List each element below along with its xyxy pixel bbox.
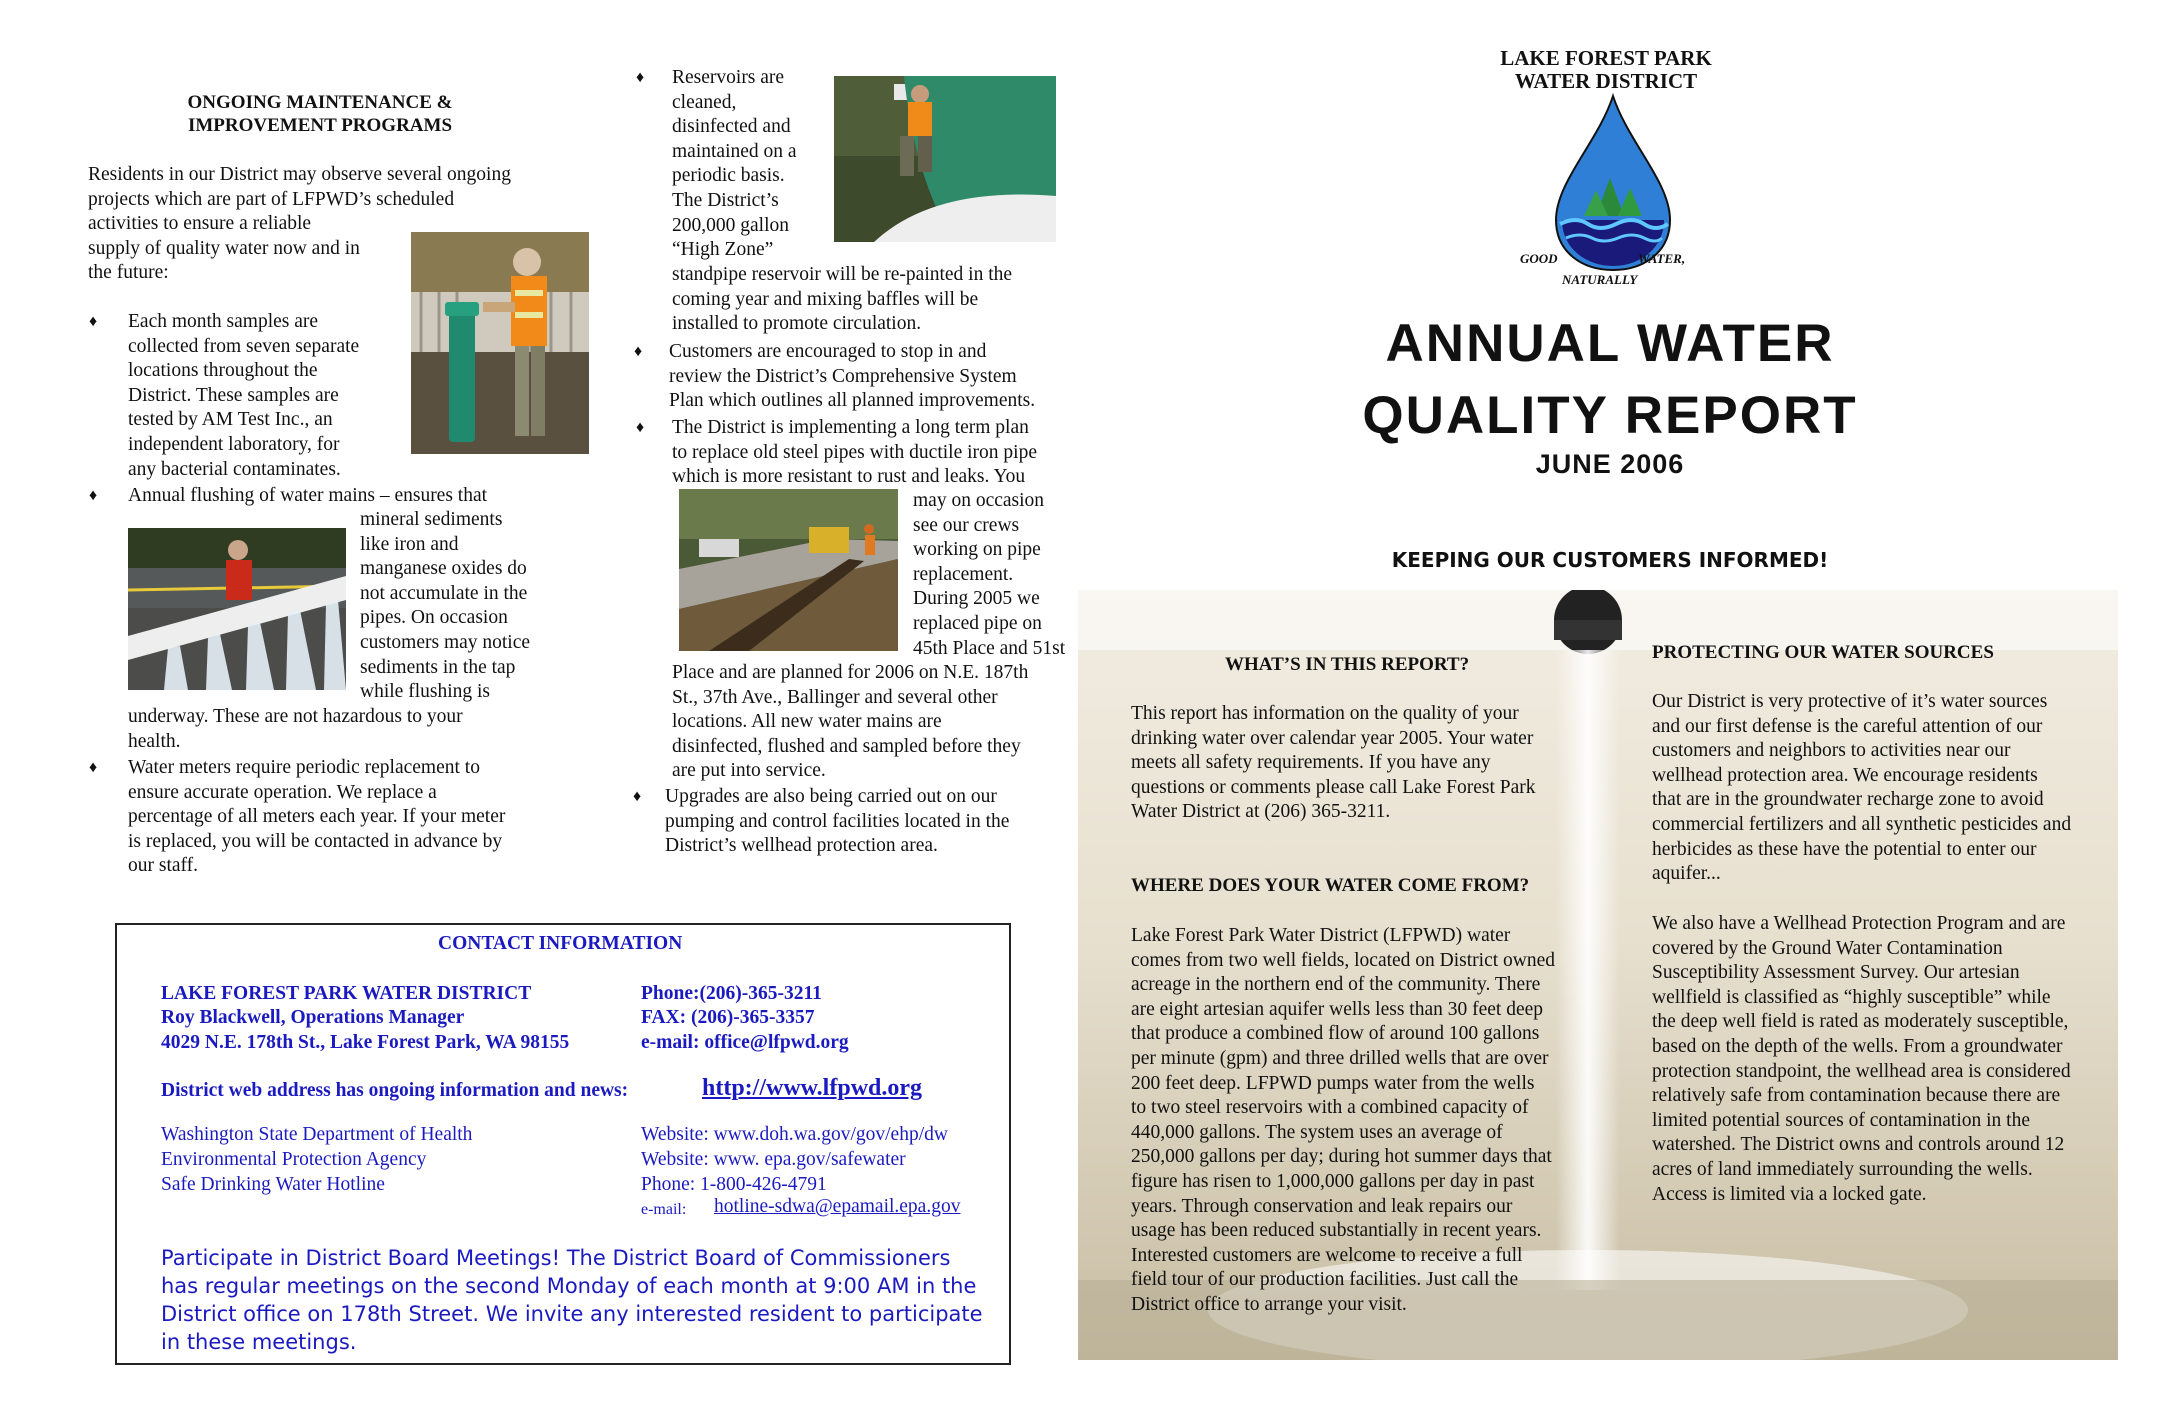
bullet-line: pumping and control facilities located in the (665, 810, 1010, 832)
bullet-line: any bacterial contaminates. (128, 458, 341, 480)
body-line: years. Through conservation and leak repairs our (1131, 1195, 1513, 1217)
bullet-line: while flushing is (360, 681, 490, 703)
bullet-diamond: ♦ (89, 759, 98, 776)
bullet-line: pipes. On occasion (360, 607, 508, 629)
water-source-heading: WHERE DOES YOUR WATER COME FROM? (1131, 875, 1530, 896)
bullet-pipes-first (672, 416, 1092, 490)
body-line: limited potential sources of contamination in the (1652, 1109, 2030, 1131)
body-line: 250,000 gallons per day; during hot summer days that (1131, 1146, 1552, 1168)
body-line: field tour of our production facilities. Just call the (1131, 1269, 1519, 1291)
report-date: JUNE 2006 (1535, 449, 1685, 479)
bullet-line: cleaned, (672, 91, 737, 113)
bullet-line: health. (128, 730, 181, 752)
bullet-line: review the District’s Comprehensive System (669, 365, 1017, 387)
meetings-line: Participate in District Board Meetings! The District Board of Commissioners (161, 1246, 951, 1270)
body-line: are eight artesian aquifer wells less than 30 feet deep (1131, 998, 1544, 1020)
pipe-replacement-photo (679, 489, 898, 651)
water-drop-logo (1538, 92, 1688, 272)
bullet-line: locations throughout the (128, 360, 318, 382)
slogan-good: GOOD (1520, 251, 1558, 266)
body-line: Interested customers are welcome to receive a full (1131, 1244, 1523, 1266)
body-line: relatively safe from contamination because there are (1652, 1085, 2061, 1107)
bullet-samples (128, 310, 398, 482)
contact-email[interactable]: e-mail: office@lfpwd.org (641, 1032, 849, 1053)
reservoir-photo (834, 76, 1056, 242)
bullet-line: Place and are planned for 2006 on N.E. 187th (672, 662, 1029, 683)
body-line: Lake Forest Park Water District (LFPWD) water (1131, 925, 1511, 946)
body-line: 440,000 gallons. The system uses an average of (1131, 1121, 1503, 1143)
body-line: District office to arrange your visit. (1131, 1293, 1407, 1315)
slogan-water: WATER, (1638, 251, 1686, 266)
web-address-label: District web address has ongoing information and news: (161, 1080, 629, 1101)
bullet-meters (128, 756, 588, 879)
bullet-diamond: ♦ (636, 69, 645, 86)
water-source-body (1131, 924, 1611, 1318)
bullet-line: District’s wellhead protection area. (665, 835, 938, 857)
bullet-line: sediments in the tap (360, 656, 516, 678)
water-drop-icon (1538, 92, 1688, 272)
bullet-reservoirs-end (672, 263, 1092, 337)
bullet-diamond: ♦ (89, 313, 98, 330)
bullet-line: our staff. (128, 855, 199, 877)
body-line: aquifer... (1652, 863, 1721, 885)
body-line: the deep well field is rated as moderately susceptible, (1652, 1011, 2069, 1033)
bullet-flushing-end (128, 705, 568, 754)
bullet-line: During 2005 we (913, 588, 1040, 610)
body-line: Access is limited via a locked gate. (1652, 1183, 1927, 1205)
bullet-line: not accumulate in the (360, 582, 528, 604)
hotline-phone: Phone: 1-800-426-4791 (641, 1174, 827, 1195)
bullet-diamond: ♦ (633, 788, 642, 805)
sampling-station-photo (411, 232, 589, 454)
body-line: herbicides as these have the potential to enter our (1652, 838, 2037, 860)
report-title-line2: QUALITY REPORT (1362, 386, 1858, 445)
bullet-line: Plan which outlines all planned improvements. (669, 390, 1036, 412)
bullet-line: St., 37th Ave., Ballinger and several other (672, 686, 998, 708)
agency-doh: Washington State Department of Health (161, 1124, 473, 1145)
bullet-line: Reservoirs are (672, 67, 785, 88)
bullet-diamond: ♦ (636, 419, 645, 436)
hotline-email-label: e-mail: (641, 1201, 687, 1218)
bullet-line: coming year and mixing baffles will be (672, 288, 979, 310)
bullet-line: Upgrades are also being carried out on our (665, 786, 997, 807)
intro-line: projects which are part of LFPWD’s scheduled (88, 188, 455, 210)
bullet-line: see our crews (913, 514, 1020, 536)
bullet-flushing-first (128, 484, 568, 509)
bullet-reservoirs-wrapped (672, 66, 822, 263)
bullet-line: are put into service. (672, 760, 826, 782)
body-line (1131, 727, 1591, 752)
intro-line: supply of quality water now and in (88, 237, 360, 259)
maintenance-heading-line1: ONGOING MAINTENANCE & (187, 92, 453, 113)
maintenance-heading (170, 91, 470, 137)
logo-text (1436, 47, 1776, 93)
body-line: usage has been reduced substantially in recent years. (1131, 1220, 1542, 1242)
body-line: meets all safety requirements. If you have any (1131, 752, 1491, 774)
hydrant-flushing-photo (128, 528, 346, 690)
bullet-pipes-wrapped (913, 489, 1073, 661)
bullet-diamond: ♦ (89, 487, 98, 504)
bullet-line: like iron and (360, 533, 459, 555)
bullet-line: disinfected, flushed and sampled before they (672, 735, 1021, 757)
bullet-line: independent laboratory, for (128, 433, 340, 455)
bullet-line: 200,000 gallon (672, 214, 789, 236)
body-line: based on the depth of the wells. From a groundwater (1652, 1035, 2063, 1057)
body-line: This report has information on the quality of your (1131, 703, 1519, 724)
bullet-line: ensure accurate operation. We replace a (128, 781, 437, 803)
bullet-pipes-end (672, 661, 1092, 784)
bullet-line: The District is implementing a long term plan (672, 417, 1029, 438)
logo-line2: WATER DISTRICT (1514, 69, 1698, 93)
intro-line: the future: (88, 262, 169, 284)
bullet-line: Customers are encouraged to stop in and (669, 341, 987, 362)
tagline: KEEPING OUR CUSTOMERS INFORMED! (1391, 548, 1829, 572)
body-line: and our first defense is the careful attention of our (1652, 715, 2043, 737)
bullet-line: The District’s (672, 189, 779, 211)
report-title-line1: ANNUAL WATER (1385, 314, 1835, 373)
logo-line1: LAKE FOREST PARK (1500, 46, 1712, 70)
bullet-line: 45th Place and 51st (913, 637, 1066, 659)
bullet-line: disinfected and (672, 116, 791, 138)
body-line: wellhead protection area. We encourage residents (1652, 764, 2038, 786)
bullet-line: manganese oxides do (360, 558, 527, 580)
body-line: customers and neighbors to activities near our (1652, 740, 2011, 762)
bullet-line: underway. These are not hazardous to your (128, 706, 463, 727)
body-line: Our District is very protective of it’s water sources (1652, 691, 2048, 712)
body-line: that produce a combined flow of around 100 gallons (1131, 1023, 1540, 1045)
web-address-link[interactable]: http://www.lfpwd.org (702, 1075, 923, 1101)
protecting-sources-body (1652, 690, 2122, 887)
report-title (1330, 308, 1890, 452)
bullet-system-plan (669, 340, 1089, 414)
bullet-line: maintained on a (672, 140, 797, 162)
bullet-line: percentage of all meters each year. If your meter (128, 806, 506, 828)
bullet-line: installed to promote circulation. (672, 313, 922, 335)
body-line: acres of land immediately surrounding the wells. (1652, 1158, 2033, 1180)
bullet-line: may on occasion (913, 490, 1045, 511)
bullet-flushing-wrapped (360, 508, 570, 705)
body-line: 200 feet deep. LFPWD pumps water from the wells (1131, 1072, 1535, 1094)
protecting-sources-heading: PROTECTING OUR WATER SOURCES (1652, 642, 1994, 663)
bullet-line: District. These samples are (128, 384, 339, 406)
intro-line: activities to ensure a reliable (88, 213, 312, 235)
bullet-line: standpipe reservoir will be re-painted in the (672, 264, 1013, 285)
body-line: Susceptibility Assessment Survey. Our artesian (1652, 962, 2020, 984)
bullet-line: is replaced, you will be contacted in advance by (128, 830, 503, 852)
body-line: watershed. The District owns and controls around 12 (1652, 1134, 2065, 1156)
bullet-upgrades (665, 785, 1085, 859)
board-meetings-notice (161, 1244, 1001, 1356)
agency-epa-website[interactable]: Website: www. epa.gov/safewater (641, 1149, 906, 1170)
bullet-diamond: ♦ (634, 343, 643, 360)
contact-title: CONTACT INFORMATION (438, 933, 683, 954)
body-line: to two steel reservoirs with a combined capacity of (1131, 1097, 1529, 1119)
bullet-line: replacement. (913, 563, 1014, 585)
bullet-line: Each month samples are (128, 311, 319, 332)
body-line: questions or comments please call Lake Forest Park (1131, 776, 1536, 798)
body-line: figure has risen to 1,000,000 gallons per day in past (1131, 1170, 1535, 1192)
bullet-line: working on pipe (913, 539, 1041, 561)
wellhead-program-body (1652, 912, 2122, 1207)
hotline-email-link[interactable]: hotline-sdwa@epamail.epa.gov (714, 1196, 961, 1217)
contact-manager: Roy Blackwell, Operations Manager (161, 1007, 465, 1028)
meetings-line: District office on 178th Street. We invite any interested resident to participate (161, 1302, 983, 1326)
bullet-line: periodic basis. (672, 165, 785, 187)
body-line: that are in the groundwater recharge zone to avoid (1652, 789, 2044, 811)
bullet-line: Water meters require periodic replacement to (128, 757, 480, 778)
body-line: We also have a Wellhead Protection Program and are (1652, 913, 2066, 934)
bullet-line: locations. All new water mains are (672, 711, 942, 733)
contact-fax: FAX: (206)-365-3357 (641, 1007, 815, 1028)
body-line: acreage in the northern end of the community. There (1131, 974, 1541, 996)
meetings-line: in these meetings. (161, 1330, 357, 1354)
bullet-line: mineral sediments (360, 509, 503, 530)
agency-doh-website[interactable]: Website: www.doh.wa.gov/gov/ehp/dw (641, 1124, 948, 1145)
body-line-start: drinking water over calendar year 2005. Your water (1131, 727, 1534, 749)
bullet-line: customers may notice (360, 631, 531, 653)
maintenance-heading-line2: IMPROVEMENT PROGRAMS (187, 115, 453, 136)
agency-hotline: Safe Drinking Water Hotline (161, 1174, 385, 1195)
bullet-line: “High Zone” (672, 239, 774, 261)
body-line: protection standpoint, the wellhead area is considered (1652, 1060, 2071, 1082)
contact-address: 4029 N.E. 178th St., Lake Forest Park, WA 98155 (161, 1032, 570, 1053)
bullet-line: which is more resistant to rust and leaks. You (672, 466, 1026, 488)
bullet-line: replaced pipe on (913, 612, 1042, 634)
body-line: wellfield is classified as “highly susceptible” while (1652, 986, 2051, 1008)
contact-org: LAKE FOREST PARK WATER DISTRICT (161, 983, 532, 1004)
bullet-line: Annual flushing of water mains – ensures that (128, 485, 488, 506)
intro-line: Residents in our District may observe several ongoing (88, 164, 511, 185)
body-line: comes from two well fields, located on District owned (1131, 949, 1556, 971)
bullet-line: to replace old steel pipes with ductile iron pipe (672, 441, 1037, 463)
contact-phone: Phone:(206)-365-3211 (641, 983, 822, 1004)
bullet-line: tested by AM Test Inc., an (128, 409, 333, 431)
agency-epa: Environmental Protection Agency (161, 1149, 427, 1170)
meetings-line: has regular meetings on the second Monday of each month at 9:00 AM in the (161, 1274, 977, 1298)
body-line: Water District at (206) 365-3211. (1131, 801, 1391, 823)
bullet-line: collected from seven separate (128, 335, 360, 357)
body-line: per minute (gpm) and three drilled wells that are over (1131, 1047, 1549, 1069)
slogan-naturally: NATURALLY (1562, 272, 1638, 287)
body-line: covered by the Ground Water Contamination (1652, 937, 2003, 959)
body-line: commercial fertilizers and all synthetic pesticides and (1652, 813, 2072, 835)
whats-in-report-heading: WHAT’S IN THIS REPORT? (1225, 654, 1470, 675)
whats-in-report-body (1131, 702, 1591, 825)
